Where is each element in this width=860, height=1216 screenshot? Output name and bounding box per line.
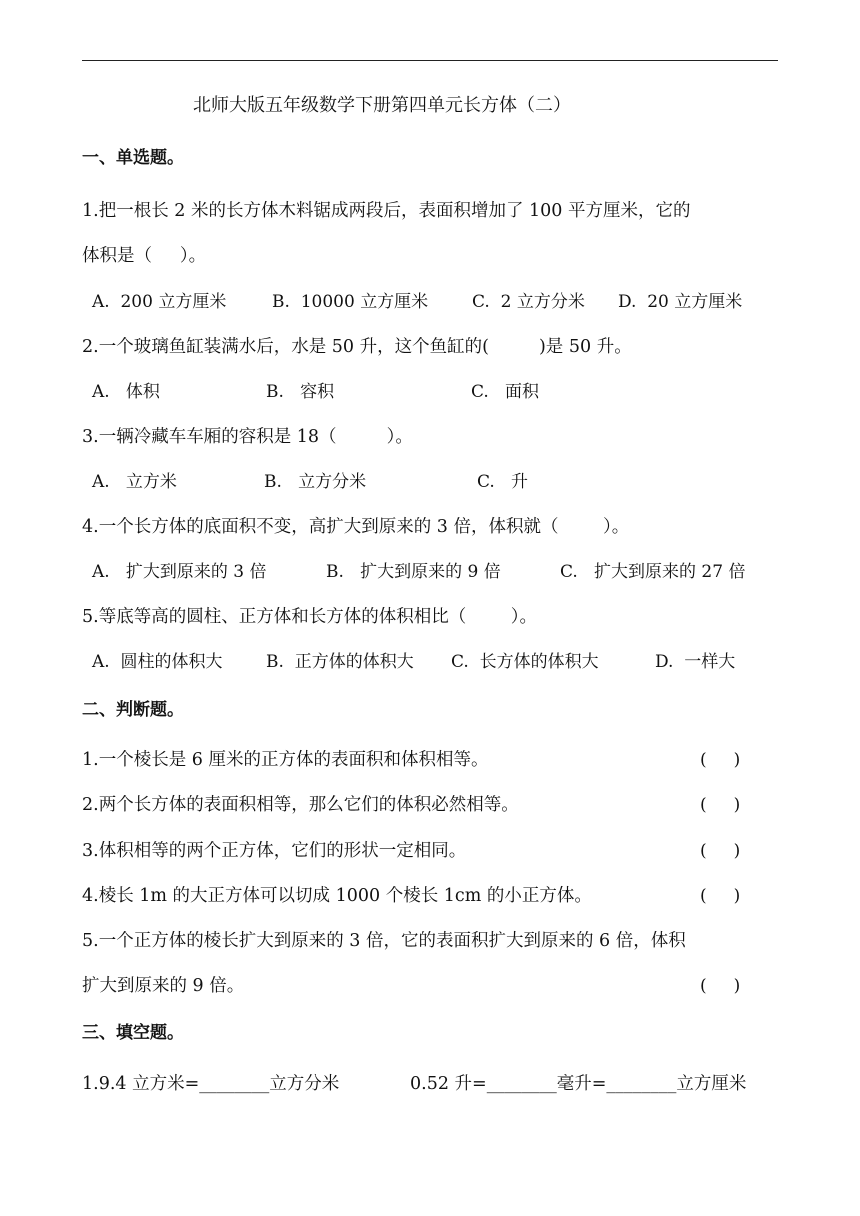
question-2-option-a: A. 体积 (92, 382, 160, 402)
judge-question-5-line-1: 5.一个正方体的棱长扩大到原来的 3 倍，它的表面积扩大到原来的 6 倍，体积 (82, 931, 686, 951)
question-5-option-c: C. 长方体的体积大 (451, 652, 599, 672)
question-2-option-b: B. 容积 (266, 382, 335, 402)
judge-question-4: 4.棱长 1m 的大正方体可以切成 1000 个棱长 1cm 的小正方体。 (82, 886, 592, 906)
question-1-line-1: 1.把一根长 2 米的长方体木料锯成两段后，表面积增加了 100 平方厘米，它的 (82, 201, 691, 221)
section-heading-single-choice: 一、单选题。 (82, 148, 184, 168)
document-title: 北师大版五年级数学下册第四单元长方体（二） (193, 95, 571, 116)
fill-question-1-part-2: 0.52 升=________毫升=________立方厘米 (410, 1074, 747, 1094)
judge-answer-blank-4: ( ) (700, 886, 741, 906)
question-1-option-b: B. 10000 立方厘米 (272, 292, 429, 312)
question-3-text: 3.一辆冷藏车车厢的容积是 18（ ）。 (82, 427, 413, 447)
judge-answer-blank-2: ( ) (700, 795, 741, 815)
question-5-option-d: D. 一样大 (655, 652, 736, 672)
question-4-option-c: C. 扩大到原来的 27 倍 (560, 562, 746, 582)
question-2-text: 2.一个玻璃鱼缸装满水后，水是 50 升，这个鱼缸的( )是 50 升。 (82, 337, 632, 357)
judge-question-2: 2.两个长方体的表面积相等，那么它们的体积必然相等。 (82, 795, 519, 815)
fill-question-1-part-1: 1.9.4 立方米=________立方分米 (82, 1074, 340, 1094)
judge-answer-blank-5: ( ) (700, 976, 741, 996)
question-3-option-b: B. 立方分米 (264, 472, 367, 492)
question-3-option-a: A. 立方米 (92, 472, 177, 492)
question-3-option-c: C. 升 (477, 472, 529, 492)
question-5-option-b: B. 正方体的体积大 (266, 652, 414, 672)
section-heading-true-false: 二、判断题。 (82, 700, 184, 720)
question-1-option-d: D. 20 立方厘米 (618, 292, 743, 312)
question-4-text: 4.一个长方体的底面积不变，高扩大到原来的 3 倍，体积就（ ）。 (82, 517, 630, 537)
judge-answer-blank-1: ( ) (700, 750, 741, 770)
question-5-text: 5.等底等高的圆柱、正方体和长方体的体积相比（ ）。 (82, 607, 537, 627)
judge-answer-blank-3: ( ) (700, 841, 741, 861)
judge-question-5-line-2: 扩大到原来的 9 倍。 (82, 976, 245, 996)
question-5-option-a: A. 圆柱的体积大 (92, 652, 223, 672)
question-1-option-a: A. 200 立方厘米 (92, 292, 227, 312)
judge-question-1: 1.一个棱长是 6 厘米的正方体的表面积和体积相等。 (82, 750, 489, 770)
question-2-option-c: C. 面积 (471, 382, 540, 402)
section-heading-fill-blank: 三、填空题。 (82, 1023, 184, 1043)
header-rule (82, 60, 778, 61)
question-1-line-2: 体积是（ ）。 (82, 246, 207, 266)
judge-question-3: 3.体积相等的两个正方体，它们的形状一定相同。 (82, 841, 467, 861)
question-4-option-a: A. 扩大到原来的 3 倍 (92, 562, 267, 582)
question-1-option-c: C. 2 立方分米 (472, 292, 585, 312)
question-4-option-b: B. 扩大到原来的 9 倍 (326, 562, 501, 582)
